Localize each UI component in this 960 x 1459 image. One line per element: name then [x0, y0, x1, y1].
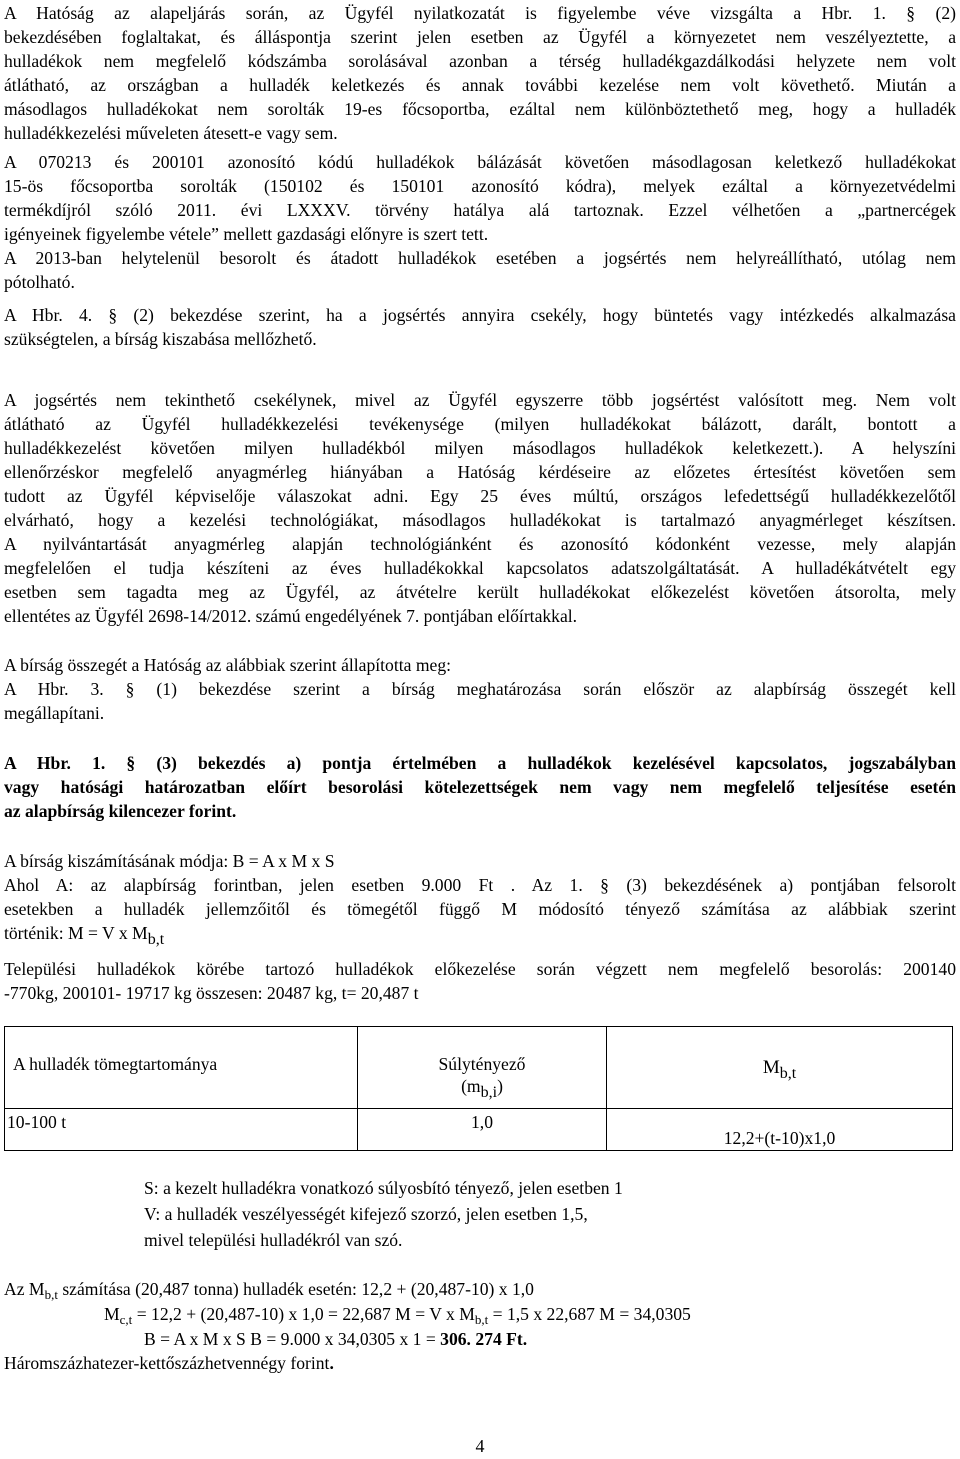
formula-subscript: b,t	[147, 931, 165, 948]
row1-col1: 10-100 t	[7, 1112, 67, 1132]
calc-line	[4, 1278, 956, 1302]
text-line: hulladékkezelést követően milyen hulladékból milyen másodlagos hulladékok keletkezett.). A helyszíni	[4, 438, 956, 458]
text-line: bekezdésében foglaltakat, és álláspontja szerint jelen esetben az Ügyfél a környezetet nem veszélyeztette, a	[4, 27, 956, 47]
calc-text: számítása (20,487 tonna) hulladék esetén: 12,2 + (20,487-10) x 1,0	[57, 1279, 534, 1299]
text-line: A jogsértés nem tekinthető csekélynek, mivel az Ügyfél egyszerre több jogsértést valósított meg. Nem volt	[4, 390, 956, 410]
text-line: A 2013-ban helytelenül besorolt és átadott hulladékok esetében a jogsértés nem helyreállítható, utólag nem	[4, 248, 956, 268]
text-line: átlátható, az országban a hulladék keletkezés és annak további kezelése nem volt követhető. Miután a	[4, 75, 956, 95]
calc-text: B = A x M x S B = 9.000 x 34,0305 x 1 =	[144, 1329, 441, 1349]
table-row	[5, 1109, 953, 1151]
text-line: esetben sem tagadta meg az Ügyfél, az átvételre került hulladékokat előkezelést követően átsorolta, mely	[4, 582, 956, 602]
bold-text-line: vagy hatósági határozatban előírt besorolási kötelezettségek nem vagy nem megfelelő teljesítése esetén	[4, 777, 956, 797]
formula-line: Ahol A: az alapbírság forintban, jelen esetben 9.000 Ft . Az 1. § (3) bekezdésének a) pontjában felsorolt	[4, 875, 956, 895]
header-col2-main: (m	[461, 1076, 481, 1096]
calc-subscript: b,t	[44, 1287, 58, 1302]
calc-text: Háromszázhatezer-kettőszázhetvennégy forint	[4, 1353, 330, 1373]
text-line: A Hbr. 3. § (1) bekezdése szerint a bírság meghatározása során először az alapbírság összegét kell	[4, 679, 956, 699]
text-line: elvárható, hogy a kezelési technológiákat, másodlagos hulladékokat is tartalmazó anyagmérleget készítsen.	[4, 510, 956, 530]
text-line: Települési hulladékok körébe tartozó hulladékok előkezelése során végzett nem megfelelő besorolás: 200140	[4, 959, 956, 979]
calc-subscript: b,t	[474, 1312, 489, 1327]
calc-text: = 12,2 + (20,487-10) x 1,0 = 22,687 M = V x M	[132, 1304, 475, 1324]
header-col1: A hulladék tömegtartománya	[13, 1054, 218, 1074]
bold-text-line: az alapbírság kilencezer forint.	[4, 801, 237, 821]
calc-text: M	[104, 1304, 120, 1324]
text-line: hulladékok nem megfelelő kódszámba sorolásával azonban a térség hulladékgazdálkodási helyzete nem volt	[4, 51, 956, 71]
row1-col3: 12,2+(t-10)x1,0	[723, 1128, 836, 1148]
text-line: ellentétes az Ügyfél 2698-14/2012. számú engedélyének 7. pontjában előírtakkal.	[4, 606, 578, 626]
table-header-cell	[358, 1027, 607, 1109]
text-line: megállapítani.	[4, 703, 105, 723]
table-header-row	[5, 1027, 953, 1109]
text-line: A nyilvántartását anyagmérleg alapján technológiánként és azonosító kódonként vezesse, mely alapján	[4, 534, 956, 554]
header-col3	[607, 1027, 952, 1080]
formula-line: esetekben a hulladék jellemzőitől és tömegétől függő M módosító tényező számítása az alábbiak szerint	[4, 899, 956, 919]
text-line: másodlagos hulladékokat nem sorolták 19-es főcsoportba, ezáltal nem különböztethető meg, hogy a hulladék	[4, 99, 956, 119]
table-header-cell	[5, 1027, 358, 1109]
formula-text: történik: M = V x M	[4, 923, 148, 943]
header-col2-subscript: b,i	[480, 1084, 498, 1101]
bold-text-line: A Hbr. 1. § (3) bekezdés a) pontja értelmében a hulladékok kezelésével kapcsolatos, jogszabályban	[4, 753, 956, 773]
header-col2-end: )	[497, 1076, 503, 1096]
note-line: mivel települési hulladékról van szó.	[144, 1230, 403, 1250]
header-col2-line1: Súlytényező	[438, 1054, 526, 1074]
table-cell	[358, 1109, 607, 1151]
formula-line: A bírság kiszámításának módja: B = A x M x S	[4, 851, 335, 871]
text-line: hulladékkezelési műveleten átesett-e vagy sem.	[4, 123, 338, 143]
text-line: ellenőrzéskor megfelelő anyagmérleg hiányában a Hatóság kérdéseire az előzetes értesítést követően sem	[4, 462, 956, 482]
text-line: igényeinek figyelembe vétele” mellett gazdasági előnyre is szert tett.	[4, 224, 489, 244]
calc-text: Az M	[4, 1279, 45, 1299]
note-line: V: a hulladék veszélyességét kifejező szorzó, jelen esetben 1,5,	[144, 1204, 588, 1224]
page-number: 4	[475, 1436, 485, 1456]
header-col2-line2	[358, 1075, 606, 1099]
calc-text-bold: .	[329, 1353, 334, 1373]
text-line: megfelelően el tudja készíteni az éves hulladékokkal kapcsolatos adatszolgáltatását. A hulladékátvételt egy	[4, 558, 956, 578]
note-line: S: a kezelt hulladékra vonatkozó súlyosbító tényező, jelen esetben 1	[144, 1178, 623, 1198]
text-line: tudott az Ügyfél képviselője válaszokat adni. Egy 25 éves múltú, országos lefedettségű hulladékkezelőtől	[4, 486, 956, 506]
text-line: 15-ös főcsoportba sorolták (150102 és 150101 azonosító kódra), melyek ezáltal a környezetvédelmi	[4, 176, 956, 196]
row1-col2: 1,0	[471, 1112, 493, 1132]
table-cell	[607, 1109, 953, 1151]
formula-line	[4, 922, 956, 946]
calc-line	[4, 1352, 956, 1374]
text-line: szükségtelen, a bírság kiszabása mellőzhető.	[4, 329, 317, 349]
text-line: termékdíjról szóló 2011. évi LXXXV. törvény hatálya alá tartoznak. Ezzel vélhetően a „partnercégek	[4, 200, 956, 220]
header-col3-main: M	[762, 1057, 780, 1078]
text-line: A bírság összegét a Hatóság az alábbiak szerint állapította meg:	[4, 655, 452, 675]
text-line: A Hatóság az alapeljárás során, az Ügyfél nyilatkozatát is figyelembe véve vizsgálta a Hbr. 1. § (2)	[4, 3, 956, 23]
text-line: A 070213 és 200101 azonosító kódú hulladékok bálázását követően másodlagosan keletkező hulladékokat	[4, 152, 956, 172]
calc-text: = 1,5 x 22,687 M = 34,0305	[488, 1304, 691, 1324]
calc-line	[144, 1328, 956, 1350]
text-line: pótolható.	[4, 272, 75, 292]
calc-subscript: c,t	[119, 1312, 133, 1327]
weight-factor-table	[4, 1026, 953, 1151]
text-line: átlátható az Ügyfél hulladékkezelési tevékenysége (milyen hulladékokat bálázott, darált, bontott a	[4, 414, 956, 434]
text-line: -770kg, 200101- 19717 kg összesen: 20487 kg, t= 20,487 t	[4, 983, 419, 1003]
table-header-cell	[607, 1027, 953, 1109]
calc-result: 306. 274 Ft.	[440, 1329, 528, 1349]
table-cell	[5, 1109, 358, 1151]
header-col3-subscript: b,t	[779, 1065, 797, 1082]
text-line: A Hbr. 4. § (2) bekezdése szerint, ha a jogsértés annyira csekély, hogy büntetés vagy intézkedés alkalmazása	[4, 305, 956, 325]
calc-line	[104, 1303, 956, 1327]
